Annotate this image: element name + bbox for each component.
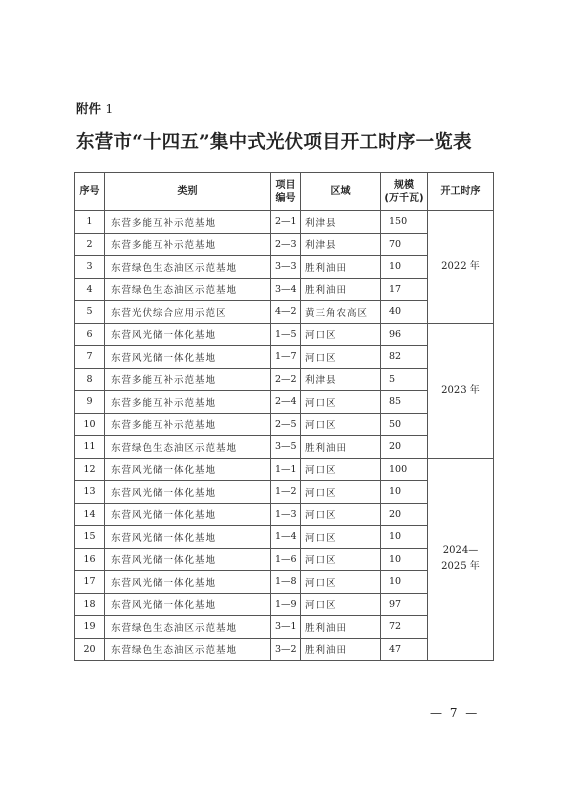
row-code: 1—8 [271,571,301,594]
row-seq: 15 [75,526,105,549]
row-region: 河口区 [301,503,381,526]
row-region: 河口区 [301,593,381,616]
row-region: 河口区 [301,391,381,414]
table-row [75,211,494,234]
row-seq: 13 [75,481,105,504]
row-category: 东营多能互补示范基地 [105,368,271,391]
row-seq: 19 [75,616,105,639]
row-scale: 10 [381,481,428,504]
row-code: 2—4 [271,391,301,414]
row-category: 东营绿色生态油区示范基地 [105,616,271,639]
row-region: 利津县 [301,368,381,391]
row-seq: 8 [75,368,105,391]
attachment-label [76,99,113,117]
header-scale-line1: 规模 [394,179,414,191]
row-category: 东营多能互补示范基地 [105,233,271,256]
row-scale: 20 [381,436,428,459]
row-scale: 5 [381,368,428,391]
row-region: 河口区 [301,413,381,436]
row-scale: 100 [381,458,428,481]
row-region: 胜利油田 [301,436,381,459]
row-scale: 96 [381,323,428,346]
row-category: 东营风光储一体化基地 [105,526,271,549]
header-seq: 序号 [75,173,105,211]
period-label-line1: 2024— [442,545,479,557]
row-code: 1—3 [271,503,301,526]
row-seq: 6 [75,323,105,346]
table-row [75,458,494,481]
row-scale: 10 [381,526,428,549]
period-label-line1: 2023 年 [441,384,480,396]
row-region: 胜利油田 [301,638,381,661]
header-code-line1: 项目 [275,179,296,191]
row-category: 东营风光储一体化基地 [105,481,271,504]
row-category: 东营绿色生态油区示范基地 [105,278,271,301]
header-region: 区域 [301,173,381,211]
row-region: 黄三角农高区 [301,301,381,324]
row-category: 东营风光储一体化基地 [105,346,271,369]
table-row [75,323,494,346]
row-scale: 40 [381,301,428,324]
row-code: 2—5 [271,413,301,436]
row-seq: 12 [75,458,105,481]
row-code: 1—4 [271,526,301,549]
period-cell [428,458,494,661]
row-category: 东营风光储一体化基地 [105,593,271,616]
row-category: 东营多能互补示范基地 [105,391,271,414]
table-header-row [75,173,494,211]
header-scale-line2: (万千瓦) [384,192,424,204]
row-seq: 20 [75,638,105,661]
row-code: 1—2 [271,481,301,504]
header-code-line2: 编号 [275,192,296,204]
row-seq: 16 [75,548,105,571]
row-region: 胜利油田 [301,256,381,279]
period-cell [428,323,494,458]
row-code: 2—3 [271,233,301,256]
table-body [75,211,494,661]
row-category: 东营风光储一体化基地 [105,458,271,481]
row-seq: 1 [75,211,105,234]
row-scale: 97 [381,593,428,616]
row-scale: 10 [381,256,428,279]
row-region: 胜利油田 [301,278,381,301]
row-code: 3—1 [271,616,301,639]
row-category: 东营光伏综合应用示范区 [105,301,271,324]
row-category: 东营风光储一体化基地 [105,548,271,571]
row-scale: 70 [381,233,428,256]
row-category: 东营绿色生态油区示范基地 [105,638,271,661]
header-code [271,173,301,211]
row-seq: 10 [75,413,105,436]
page-number: — 7 — [430,706,480,720]
row-seq: 17 [75,571,105,594]
row-scale: 72 [381,616,428,639]
row-scale: 10 [381,548,428,571]
row-seq: 14 [75,503,105,526]
row-code: 3—5 [271,436,301,459]
row-scale: 47 [381,638,428,661]
row-region: 利津县 [301,211,381,234]
attachment-word: 附件 [76,101,102,116]
row-seq: 11 [75,436,105,459]
period-label-line2: 2025 年 [441,561,480,573]
header-period: 开工时序 [428,173,494,211]
row-code: 3—4 [271,278,301,301]
row-code: 2—1 [271,211,301,234]
row-code: 1—7 [271,346,301,369]
page-title: 东营市“十四五”集中式光伏项目开工时序一览表 [76,132,472,153]
row-seq: 2 [75,233,105,256]
row-seq: 18 [75,593,105,616]
row-seq: 7 [75,346,105,369]
project-schedule-table [74,172,494,661]
row-seq: 3 [75,256,105,279]
row-code: 3—3 [271,256,301,279]
row-code: 3—2 [271,638,301,661]
row-scale: 85 [381,391,428,414]
row-scale: 10 [381,571,428,594]
row-category: 东营多能互补示范基地 [105,413,271,436]
row-code: 2—2 [271,368,301,391]
row-region: 河口区 [301,346,381,369]
row-category: 东营风光储一体化基地 [105,503,271,526]
header-scale [381,173,428,211]
row-seq: 4 [75,278,105,301]
row-category: 东营风光储一体化基地 [105,571,271,594]
row-code: 1—1 [271,458,301,481]
row-region: 利津县 [301,233,381,256]
period-cell [428,211,494,324]
row-scale: 150 [381,211,428,234]
row-scale: 82 [381,346,428,369]
row-region: 河口区 [301,323,381,346]
row-category: 东营风光储一体化基地 [105,323,271,346]
row-seq: 9 [75,391,105,414]
row-code: 4—2 [271,301,301,324]
row-region: 胜利油田 [301,616,381,639]
row-scale: 50 [381,413,428,436]
row-region: 河口区 [301,458,381,481]
row-code: 1—5 [271,323,301,346]
period-label-line1: 2022 年 [441,260,480,272]
row-region: 河口区 [301,481,381,504]
header-category: 类别 [105,173,271,211]
row-code: 1—6 [271,548,301,571]
attachment-number: 1 [105,101,114,116]
row-category: 东营绿色生态油区示范基地 [105,256,271,279]
row-category: 东营绿色生态油区示范基地 [105,436,271,459]
row-code: 1—9 [271,593,301,616]
row-scale: 17 [381,278,428,301]
row-region: 河口区 [301,548,381,571]
row-category: 东营多能互补示范基地 [105,211,271,234]
row-seq: 5 [75,301,105,324]
row-region: 河口区 [301,571,381,594]
row-region: 河口区 [301,526,381,549]
row-scale: 20 [381,503,428,526]
